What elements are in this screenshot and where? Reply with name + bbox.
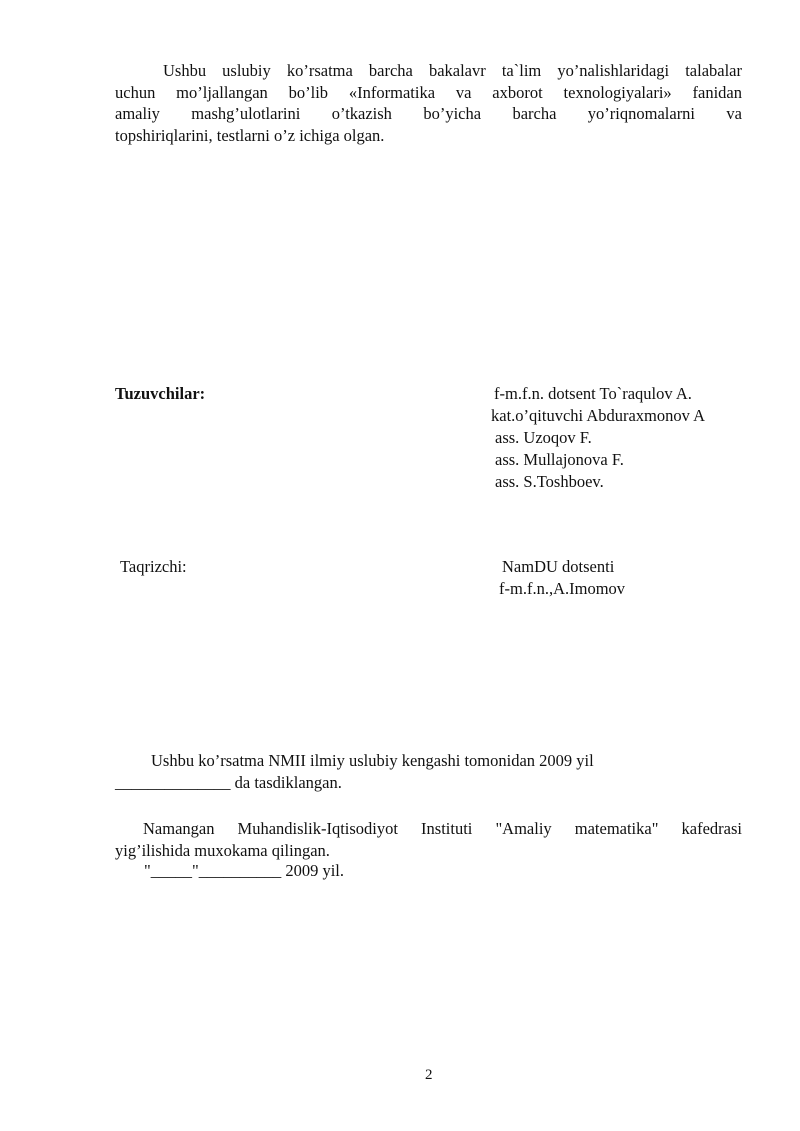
- reviewer-label: Taqrizchi:: [120, 557, 187, 576]
- author-name-5: ass. S.Toshboev.: [495, 472, 604, 491]
- intro-line-3: amaliy mashg’ulotlarini o’tkazish bo’yicha barcha yo’riqnomalarni va: [115, 104, 742, 123]
- reviewer-line-2: f-m.f.n.,A.Imomov: [499, 579, 626, 598]
- intro-paragraph: [115, 60, 742, 146]
- author-name-2: kat.o’qituvchi Abduraxmonov A: [491, 406, 706, 425]
- discussion-line-1: Namangan Muhandislik-Iqtisodiyot Instituti "Amaliy matematika" kafedrasi: [143, 819, 742, 838]
- authors-label: Tuzuvchilar:: [115, 384, 206, 403]
- discussion-line-2: yig’ilishida muxokama qilingan.: [115, 840, 330, 860]
- approval-line-1: Ushbu ko’rsatma NMII ilmiy uslubiy kengashi tomonidan 2009 yil: [151, 751, 594, 770]
- author-name-1: f-m.f.n. dotsent To`raqulov A.: [494, 384, 692, 403]
- discussion-paragraph: [115, 818, 742, 861]
- reviewer-line-1: NamDU dotsenti: [502, 557, 615, 576]
- page-number: 2: [425, 1067, 433, 1083]
- author-name-3: ass. Uzoqov F.: [495, 428, 592, 447]
- intro-line-1: Ushbu uslubiy ko’rsatma barcha bakalavr ta`lim yo’nalishlaridagi talabalar: [163, 61, 742, 80]
- discussion-date-line: "_____"__________ 2009 yil.: [144, 861, 345, 880]
- intro-line-4: topshiriqlarini, testlarni o’z ichiga olgan.: [115, 125, 385, 145]
- approval-line-2: ______________ da tasdiklangan.: [115, 773, 342, 792]
- author-name-4: ass. Mullajonova F.: [495, 450, 624, 469]
- intro-line-2: uchun mo’ljallangan bo’lib «Informatika va axborot texnologiyalari» fanidan: [115, 82, 742, 102]
